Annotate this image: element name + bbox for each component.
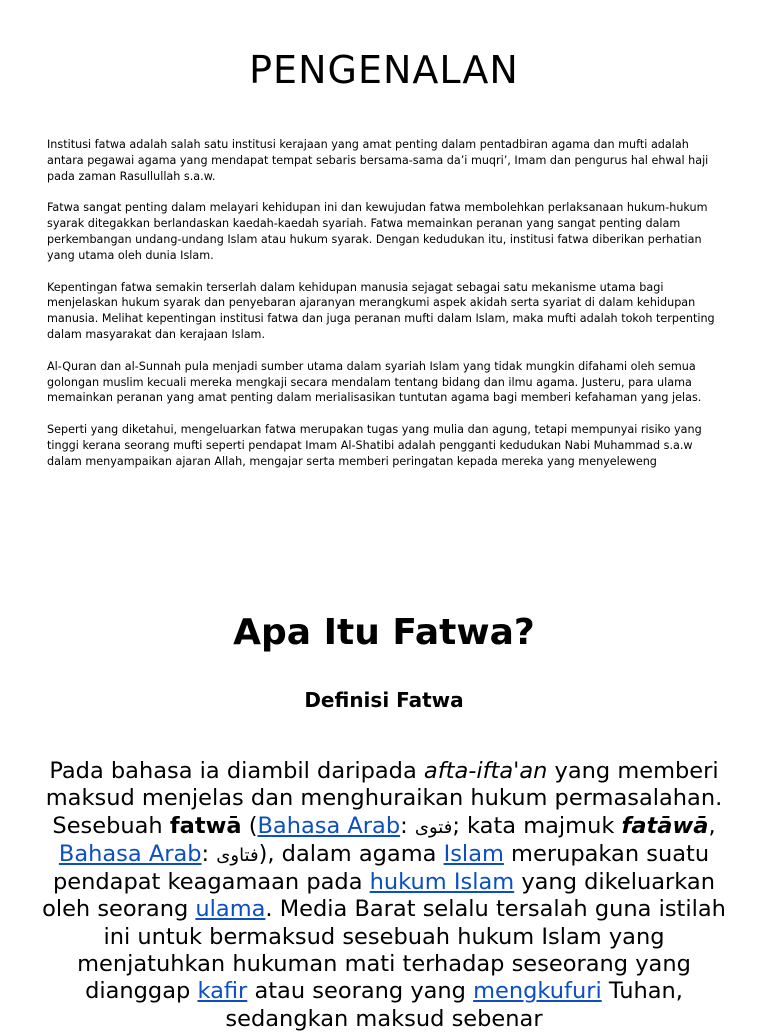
text-run: Pada bahasa ia diambil daripada xyxy=(49,758,424,784)
link-islam[interactable]: Islam xyxy=(443,840,504,867)
paragraph: Institusi fatwa adalah salah satu institusi kerajaan yang amat penting dalam pentadbiran agama dan mufti adalah antara pegawai agama yang mendapat tempat sebaris bersama-sama da’i muqri’, Imam dan pengurus hal ehwal haji pada zaman Rasullullah s.a.w. xyxy=(47,138,709,183)
slide-title: PENGENALAN xyxy=(249,48,519,92)
paragraph: Fatwa sangat penting dalam melayari kehidupan ini dan kewujudan fatwa membolehkan perlaksanaan hukum-hukum syarak ditegakkan berlandaskan kaedah-kaedah syariah. Fatwa memainkan peranan yang sangat penting dalam perkembangan undang-undang Islam atau hukum syarak. Dengan kedudukan itu, institusi fatwa diberikan perhatian yang utama oleh dunia Islam. xyxy=(47,201,708,262)
paragraph: Kepentingan fatwa semakin terserlah dalam kehidupan manusia sejagat sebagai satu mekanisme utama bagi menjelaskan hukum syarak dan penyebaran ajaranyan merangkumi aspek akidah serta syariat di dalam kehidupan manusia. Melihat kepentingan institusi fatwa dan juga peranan mufti dalam Islam, maka mufti adalah tokoh terpenting dalam masyarakat dan kerajaan Islam. xyxy=(47,280,715,341)
definition-paragraph xyxy=(40,758,728,1033)
slide-subtitle: Definisi Fatwa xyxy=(304,688,464,712)
italic-term: afta-ifta'an xyxy=(423,758,548,784)
text-run: merupakan suatu pendapat keagamaan pada xyxy=(53,840,710,896)
link-kafir[interactable]: kafir xyxy=(197,978,248,1005)
link-mengkufuri[interactable]: mengkufuri xyxy=(473,978,602,1005)
arabic-term: فتاوى xyxy=(216,844,259,866)
text-run: , xyxy=(708,812,716,839)
text-run: atau seorang yang xyxy=(247,978,474,1005)
text-run: ; kata majmuk xyxy=(452,812,622,839)
bold-italic-term: fatāwā xyxy=(621,812,709,839)
text-run: ( xyxy=(241,812,258,839)
text-run: : xyxy=(400,812,415,839)
text-run: Tuhan, sedangkan maksud sebenar xyxy=(225,978,683,1032)
slide-body xyxy=(47,137,723,486)
paragraph: Al-Quran dan al-Sunnah pula menjadi sumber utama dalam syariah Islam yang tidak mungkin difahami oleh semua golongan muslim kecuali mereka mengkaji secara mendalam tentang bidang dan ilmu agama. Justeru, para ulama memainkan peranan yang amat penting dalam merialisasikan tuntutan agama bagi memberi kefahaman yang jelas. xyxy=(47,359,702,405)
slide-title: Apa Itu Fatwa? xyxy=(233,612,535,653)
link-bahasa-arab[interactable]: Bahasa Arab xyxy=(257,812,401,839)
text-run: ), dalam agama xyxy=(258,840,444,867)
link-ulama[interactable]: ulama xyxy=(195,896,266,923)
bold-term: fatwā xyxy=(169,812,242,839)
text-run: yang memberi maksud menjelas dan menghuraikan hukum permasalahan. Sesebuah xyxy=(45,758,723,839)
paragraph: Seperti yang diketahui, mengeluarkan fatwa merupakan tugas yang mulia dan agung, tetapi mempunyai risiko yang tinggi kerana seorang mufti seperti pendapat Imam Al-Shatibi adalah pengganti kedudukan Nabi Muhammad s.a.w dalam menyampaikan ajaran Allah, mengajar serta memberi peringatan kepada mereka yang menyeleweng xyxy=(47,423,702,468)
text-run: : xyxy=(201,840,217,867)
arabic-term: فتوى xyxy=(414,816,453,838)
slide-apa-itu-fatwa xyxy=(0,596,768,1032)
link-hukum-islam[interactable]: hukum Islam xyxy=(369,869,515,896)
text-run: . Media Barat selalu tersalah guna istilah ini untuk bermaksud sesebuah hukum Islam yang menjatuhkan hukuman mati terhadap seseorang yang dianggap xyxy=(77,896,726,1005)
text-run: yang dikeluarkan oleh seorang xyxy=(42,869,715,923)
link-bahasa-arab[interactable]: Bahasa Arab xyxy=(58,840,202,867)
